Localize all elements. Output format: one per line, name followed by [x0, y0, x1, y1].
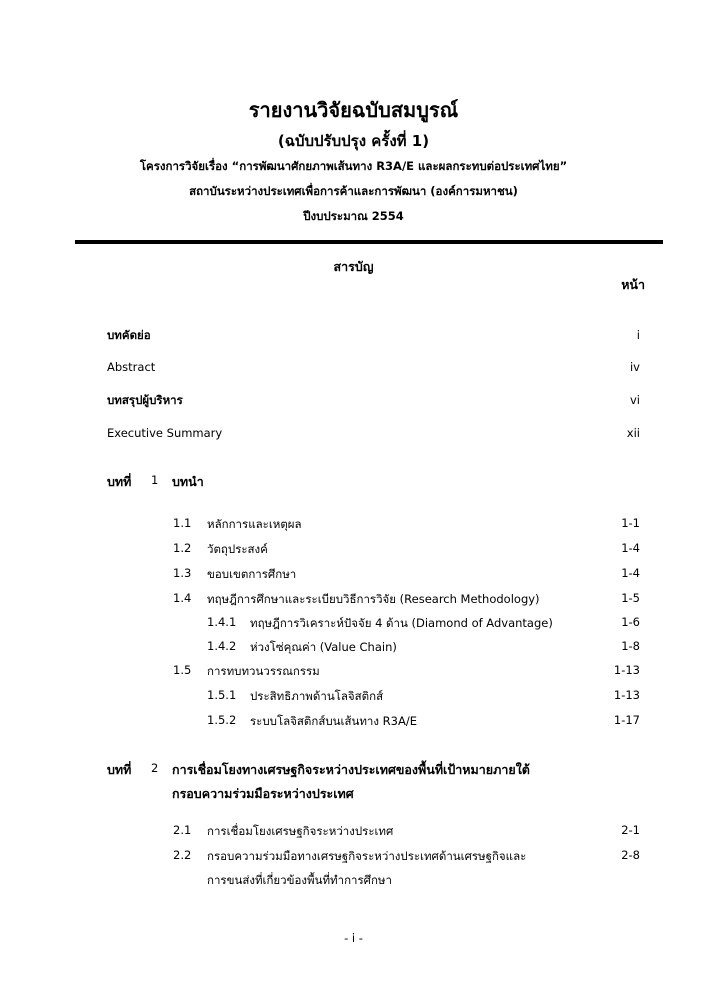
section-number: 1.4	[173, 591, 192, 605]
toc-entry-page: xii	[626, 426, 640, 440]
chapter-number: 2	[151, 761, 159, 775]
toc-entry-page: i	[636, 328, 640, 342]
toc-heading: สารบัญ	[333, 259, 374, 274]
section-label-continued: การขนส่งที่เกี่ยวข้องพื้นที่ทำการศึกษา	[207, 873, 392, 887]
toc-entry-page: iv	[629, 360, 640, 374]
section-number: 1.4.2	[207, 639, 237, 653]
section-page: 1-13	[613, 688, 640, 702]
fiscal-year: ปีงบประมาณ 2554	[303, 209, 404, 223]
section-page: 1-6	[621, 615, 640, 629]
section-label: การเชื่อมโยงเศรษฐกิจระหว่างประเทศ	[207, 824, 394, 838]
chapter-title-line1: การเชื่อมโยงทางเศรษฐกิจระหว่างประเทศของพื้นที่เป้าหมายภายใต้	[172, 762, 530, 777]
section-label: กรอบความร่วมมือทางเศรษฐกิจระหว่างประเทศด้านเศรษฐกิจและ	[207, 849, 527, 863]
section-page: 2-1	[621, 823, 640, 837]
section-number: 1.4.1	[207, 615, 237, 629]
section-number: 2.1	[173, 823, 192, 837]
report-subtitle: (ฉบับปรับปรุง ครั้งที่ 1)	[277, 132, 430, 150]
page-number-footer: - i -	[344, 931, 363, 945]
chapter-word: บทที่	[107, 762, 132, 777]
report-title: รายงานวิจัยฉบับสมบูรณ์	[248, 98, 459, 122]
section-label: วัตถุประสงค์	[207, 542, 268, 556]
chapter-title-line2: กรอบความร่วมมือระหว่างประเทศ	[172, 786, 354, 801]
section-number: 2.2	[173, 848, 192, 862]
chapter-word: บทที่	[107, 474, 132, 489]
section-page: 1-1	[621, 516, 640, 530]
project-name: โครงการวิจัยเรื่อง “การพัฒนาศักยภาพเส้นทาง R3A/E และผลกระทบต่อประเทศไทย”	[139, 159, 568, 173]
section-label: หลักการและเหตุผล	[207, 517, 302, 531]
toc-entry-label: บทคัดย่อ	[107, 328, 151, 342]
page-column-heading: หน้า	[621, 277, 645, 292]
section-label: ทฤษฎีการศึกษาและระเบียบวิธีการวิจัย (Research Methodology)	[207, 592, 540, 606]
toc-entry-page: vi	[629, 393, 640, 407]
section-label: ขอบเขตการศึกษา	[207, 567, 297, 581]
section-number: 1.5	[173, 663, 192, 677]
header-divider	[75, 240, 663, 244]
chapter-title: บทนำ	[172, 474, 204, 489]
section-label: ทฤษฎีการวิเคราะห์ปัจจัย 4 ด้าน (Diamond of Advantage)	[250, 616, 553, 630]
section-page: 1-13	[613, 663, 640, 677]
section-label: การทบทวนวรรณกรรม	[207, 664, 320, 678]
section-page: 1-17	[613, 713, 640, 727]
institute-name: สถาบันระหว่างประเทศเพื่อการค้าและการพัฒนา (องค์การมหาชน)	[189, 184, 518, 198]
toc-entry-label: บทสรุปผู้บริหาร	[107, 393, 183, 407]
section-page: 1-4	[621, 541, 640, 555]
section-label: ห่วงโซ่คุณค่า (Value Chain)	[250, 640, 397, 654]
section-number: 1.5.2	[207, 713, 237, 727]
section-page: 1-8	[621, 639, 640, 653]
toc-entry-label: Executive Summary	[107, 426, 223, 440]
section-page: 1-5	[621, 591, 640, 605]
section-number: 1.1	[173, 516, 192, 530]
section-page: 1-4	[621, 566, 640, 580]
section-label: ระบบโลจิสติกส์บนเส้นทาง R3A/E	[250, 714, 417, 728]
section-label: ประสิทธิภาพด้านโลจิสติกส์	[250, 689, 384, 703]
toc-entry-label: Abstract	[107, 360, 156, 374]
chapter-number: 1	[151, 473, 159, 487]
section-number: 1.5.1	[207, 688, 237, 702]
section-number: 1.3	[173, 566, 192, 580]
section-page: 2-8	[621, 848, 640, 862]
section-number: 1.2	[173, 541, 192, 555]
